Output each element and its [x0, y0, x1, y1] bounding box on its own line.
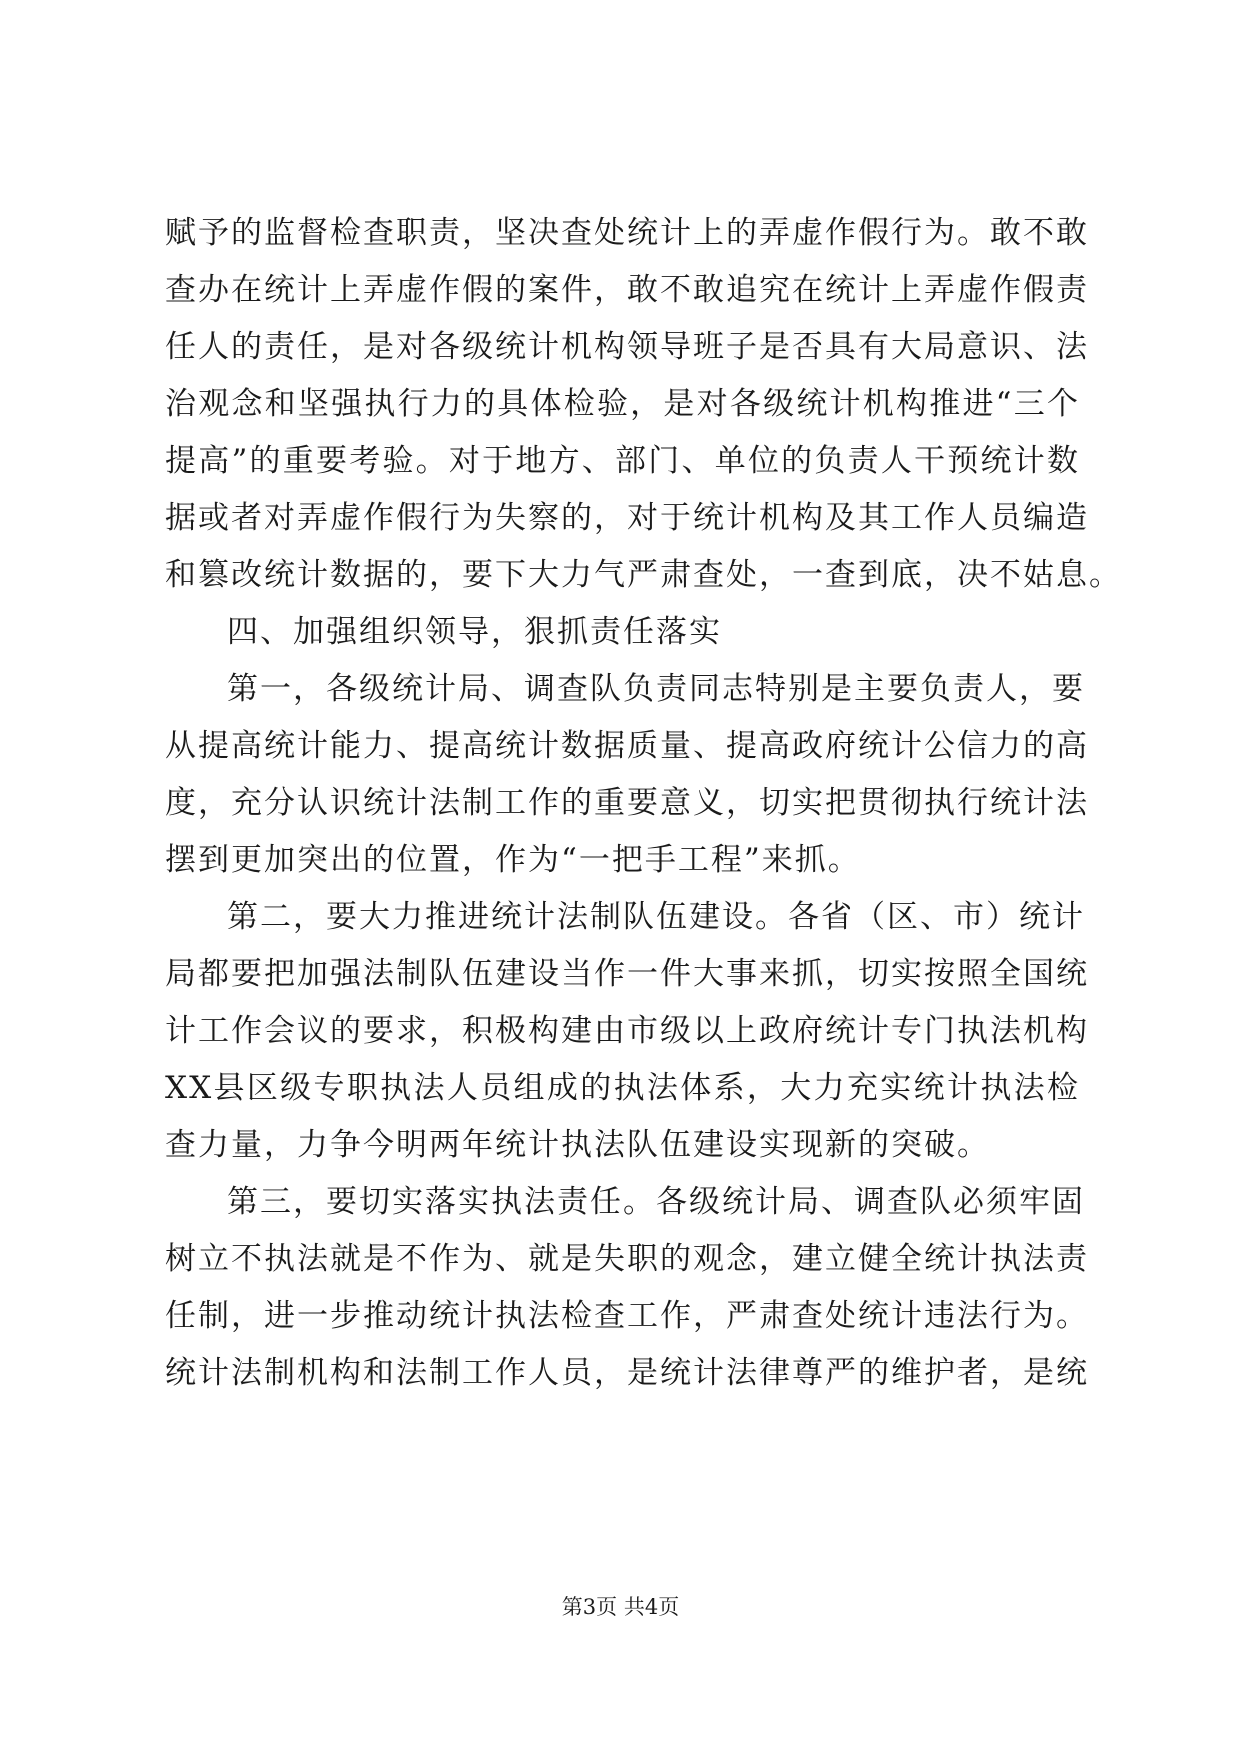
text-line: 度，充分认识统计法制工作的重要意义，切实把贯彻执行统计法 — [165, 785, 1089, 821]
text-line: 第三，要切实落实执法责任。各级统计局、调查队必须牢固 — [227, 1184, 1085, 1220]
text-line: XX县区级专职执法人员组成的执法体系，大力充实统计执法检 — [165, 1070, 1080, 1106]
text-line: 查办在统计上弄虚作假的案件，敢不敢追究在统计上弄虚作假责 — [165, 272, 1089, 308]
text-line: 摆到更加突出的位置，作为“一把手工程”来抓。 — [165, 842, 861, 878]
text-line: 第二，要大力推进统计法制队伍建设。各省（区、市）统计 — [227, 899, 1085, 935]
text-line: 任人的责任，是对各级统计机构领导班子是否具有大局意识、法 — [165, 329, 1089, 365]
text-line: 提高”的重要考验。对于地方、部门、单位的负责人干预统计数 — [165, 443, 1080, 479]
text-line: 治观念和坚强执行力的具体检验，是对各级统计机构推进“三个 — [165, 386, 1080, 422]
text-line: 查力量，力争今明两年统计执法队伍建设实现新的突破。 — [165, 1127, 990, 1163]
text-line: 从提高统计能力、提高统计数据质量、提高政府统计公信力的高 — [165, 728, 1089, 764]
text-line: 和篡改统计数据的，要下大力气严肃查处，一查到底，决不姑息。 — [165, 557, 1122, 593]
text-line: 第一，各级统计局、调查队负责同志特别是主要负责人，要 — [227, 671, 1085, 707]
text-line: 树立不执法就是不作为、就是失职的观念，建立健全统计执法责 — [165, 1241, 1089, 1277]
section-heading: 四、加强组织领导，狠抓责任落实 — [227, 614, 722, 650]
page-number: 第3页 共4页 — [561, 1595, 680, 1619]
text-line: 任制，进一步推动统计执法检查工作，严肃查处统计违法行为。 — [165, 1298, 1089, 1334]
text-line: 计工作会议的要求，积极构建由市级以上政府统计专门执法机构 — [165, 1013, 1089, 1049]
text-line: 统计法制机构和法制工作人员，是统计法律尊严的维护者，是统 — [165, 1355, 1089, 1391]
text-line: 局都要把加强法制队伍建设当作一件大事来抓，切实按照全国统 — [165, 956, 1089, 992]
text-line: 据或者对弄虚作假行为失察的，对于统计机构及其工作人员编造 — [165, 500, 1089, 536]
text-line: 赋予的监督检查职责，坚决查处统计上的弄虚作假行为。敢不敢 — [165, 215, 1089, 251]
